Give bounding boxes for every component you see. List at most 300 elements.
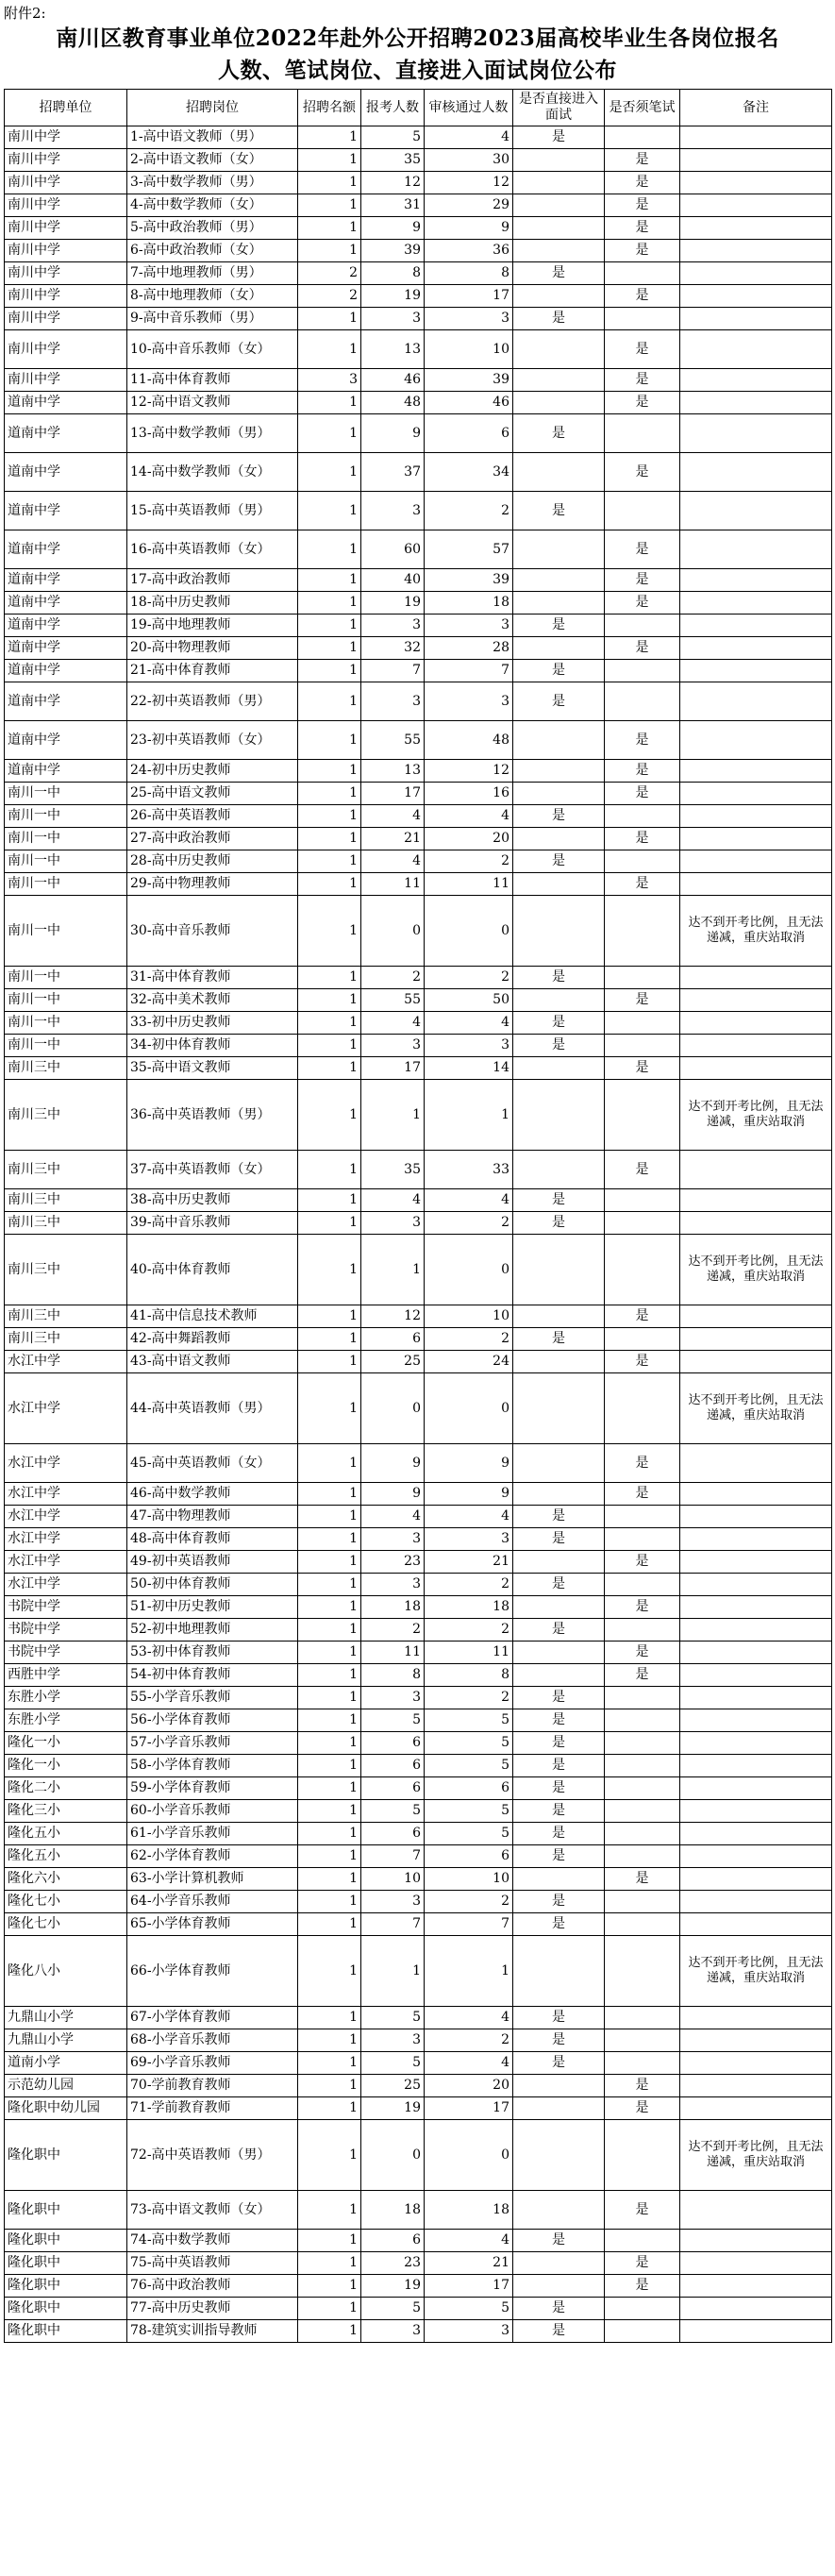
table-cell-unit: 书院中学 (5, 1619, 127, 1642)
table-cell-direct-interview (513, 1080, 605, 1151)
table-cell-note (680, 2191, 832, 2230)
table-cell-quota: 1 (298, 1035, 361, 1057)
table-cell-note (680, 126, 832, 149)
table-cell-passed: 9 (425, 1483, 513, 1506)
table-cell-passed: 48 (425, 721, 513, 760)
table-cell-applicants: 37 (361, 453, 425, 492)
table-cell-direct-interview: 是 (513, 850, 605, 873)
table-row (5, 1777, 832, 1800)
table-row (5, 1151, 832, 1189)
table-cell-note (680, 149, 832, 172)
table-cell-quota: 1 (298, 2052, 361, 2075)
table-cell-note (680, 2052, 832, 2075)
table-cell-quota: 1 (298, 682, 361, 721)
table-cell-direct-interview (513, 453, 605, 492)
table-cell-unit: 隆化五小 (5, 1823, 127, 1845)
table-cell-note (680, 850, 832, 873)
table-cell-direct-interview (513, 1936, 605, 2007)
table-cell-applicants: 6 (361, 2230, 425, 2252)
table-cell-quota: 1 (298, 217, 361, 240)
table-row (5, 262, 832, 285)
table-row (5, 569, 832, 592)
table-cell-note (680, 682, 832, 721)
table-cell-note (680, 530, 832, 569)
table-cell-written-exam (605, 1189, 680, 1212)
table-cell-applicants: 3 (361, 1528, 425, 1551)
table-row (5, 850, 832, 873)
table-cell-written-exam (605, 615, 680, 637)
table-cell-post: 68-小学音乐教师 (127, 2029, 298, 2052)
table-row (5, 2097, 832, 2120)
table-cell-applicants: 4 (361, 1012, 425, 1035)
table-cell-post: 45-高中英语教师（女） (127, 1444, 298, 1483)
table-cell-passed: 18 (425, 592, 513, 615)
table-cell-direct-interview (513, 149, 605, 172)
table-cell-direct-interview: 是 (513, 2320, 605, 2343)
table-cell-post: 11-高中体育教师 (127, 369, 298, 392)
table-cell-quota: 1 (298, 1151, 361, 1189)
table-cell-quota: 2 (298, 285, 361, 308)
table-row (5, 2230, 832, 2252)
table-cell-written-exam: 是 (605, 1664, 680, 1687)
table-cell-post: 22-初中英语教师（男） (127, 682, 298, 721)
table-row (5, 967, 832, 989)
table-cell-post: 43-高中语文教师 (127, 1351, 298, 1373)
table-cell-passed: 8 (425, 262, 513, 285)
table-body (5, 126, 832, 2343)
table-cell-direct-interview: 是 (513, 1035, 605, 1057)
table-cell-direct-interview: 是 (513, 414, 605, 453)
table-cell-applicants: 1 (361, 1936, 425, 2007)
table-cell-direct-interview (513, 194, 605, 217)
table-cell-passed: 3 (425, 1528, 513, 1551)
table-cell-note (680, 2075, 832, 2097)
table-cell-written-exam (605, 1080, 680, 1151)
table-cell-quota: 1 (298, 240, 361, 262)
table-cell-unit: 南川一中 (5, 873, 127, 896)
table-cell-unit: 道南中学 (5, 453, 127, 492)
table-cell-quota: 1 (298, 1777, 361, 1800)
table-cell-unit: 隆化职中 (5, 2191, 127, 2230)
table-cell-note (680, 721, 832, 760)
table-cell-quota: 1 (298, 1868, 361, 1891)
table-cell-passed: 0 (425, 1235, 513, 1305)
table-cell-note (680, 1777, 832, 1800)
table-cell-written-exam: 是 (605, 149, 680, 172)
table-cell-quota: 1 (298, 1732, 361, 1755)
table-cell-unit: 道南中学 (5, 615, 127, 637)
table-cell-unit: 隆化八小 (5, 1936, 127, 2007)
table-cell-note (680, 615, 832, 637)
table-cell-passed: 5 (425, 2298, 513, 2320)
table-cell-direct-interview (513, 1596, 605, 1619)
table-cell-applicants: 7 (361, 660, 425, 682)
table-cell-unit: 道南中学 (5, 492, 127, 530)
table-row (5, 414, 832, 453)
table-cell-quota: 1 (298, 1080, 361, 1151)
table-cell-unit: 南川三中 (5, 1151, 127, 1189)
table-cell-applicants: 9 (361, 217, 425, 240)
table-cell-note (680, 2097, 832, 2120)
header-unit: 招聘单位 (5, 90, 127, 126)
table-cell-applicants: 3 (361, 1212, 425, 1235)
table-cell-direct-interview (513, 285, 605, 308)
table-cell-post: 6-高中政治教师（女） (127, 240, 298, 262)
table-cell-quota: 1 (298, 1373, 361, 1444)
table-cell-passed: 3 (425, 1035, 513, 1057)
table-cell-unit: 东胜小学 (5, 1709, 127, 1732)
table-cell-quota: 1 (298, 1913, 361, 1936)
table-cell-unit: 隆化七小 (5, 1891, 127, 1913)
table-cell-written-exam: 是 (605, 1551, 680, 1574)
table-cell-written-exam (605, 1709, 680, 1732)
table-cell-direct-interview: 是 (513, 1891, 605, 1913)
table-cell-unit: 九鼎山小学 (5, 2029, 127, 2052)
table-cell-written-exam: 是 (605, 172, 680, 194)
table-cell-note (680, 2275, 832, 2298)
table-cell-applicants: 7 (361, 1845, 425, 1868)
table-cell-quota: 1 (298, 492, 361, 530)
table-cell-passed: 36 (425, 240, 513, 262)
table-cell-direct-interview: 是 (513, 1328, 605, 1351)
table-cell-unit: 隆化职中 (5, 2298, 127, 2320)
table-cell-direct-interview (513, 1551, 605, 1574)
table-cell-note (680, 392, 832, 414)
table-cell-passed: 1 (425, 1936, 513, 2007)
table-cell-post: 31-高中体育教师 (127, 967, 298, 989)
table-cell-applicants: 11 (361, 873, 425, 896)
table-cell-passed: 2 (425, 1328, 513, 1351)
table-cell-unit: 隆化三小 (5, 1800, 127, 1823)
table-cell-written-exam (605, 1235, 680, 1305)
table-cell-quota: 1 (298, 721, 361, 760)
table-cell-post: 34-初中体育教师 (127, 1035, 298, 1057)
table-cell-note (680, 2230, 832, 2252)
table-cell-applicants: 5 (361, 2298, 425, 2320)
table-cell-quota: 1 (298, 453, 361, 492)
table-cell-post: 17-高中政治教师 (127, 569, 298, 592)
table-cell-direct-interview (513, 592, 605, 615)
table-cell-quota: 1 (298, 1012, 361, 1035)
table-row (5, 2298, 832, 2320)
table-cell-unit: 南川中学 (5, 262, 127, 285)
table-cell-direct-interview (513, 989, 605, 1012)
table-cell-note (680, 308, 832, 330)
table-cell-direct-interview: 是 (513, 2007, 605, 2029)
table-cell-applicants: 18 (361, 1596, 425, 1619)
table-cell-post: 33-初中历史教师 (127, 1012, 298, 1035)
table-cell-direct-interview: 是 (513, 1913, 605, 1936)
table-cell-written-exam (605, 1012, 680, 1035)
table-cell-post: 12-高中语文教师 (127, 392, 298, 414)
table-cell-applicants: 3 (361, 2320, 425, 2343)
table-cell-direct-interview (513, 783, 605, 805)
table-cell-post: 19-高中地理教师 (127, 615, 298, 637)
table-cell-post: 65-小学体育教师 (127, 1913, 298, 1936)
table-row (5, 1212, 832, 1235)
table-cell-note (680, 989, 832, 1012)
table-cell-post: 30-高中音乐教师 (127, 896, 298, 967)
table-cell-unit: 道南中学 (5, 637, 127, 660)
table-cell-quota: 1 (298, 2230, 361, 2252)
table-row (5, 682, 832, 721)
table-cell-quota: 3 (298, 369, 361, 392)
table-cell-written-exam: 是 (605, 530, 680, 569)
table-cell-unit: 隆化职中 (5, 2120, 127, 2191)
table-cell-direct-interview: 是 (513, 1574, 605, 1596)
table-cell-note (680, 1755, 832, 1777)
table-cell-passed: 5 (425, 1732, 513, 1755)
table-cell-note (680, 637, 832, 660)
table-cell-note (680, 414, 832, 453)
table-cell-passed: 2 (425, 492, 513, 530)
table-cell-quota: 1 (298, 149, 361, 172)
table-cell-post: 70-学前教育教师 (127, 2075, 298, 2097)
table-row (5, 1235, 832, 1305)
table-cell-post: 63-小学计算机教师 (127, 1868, 298, 1891)
table-cell-unit: 南川三中 (5, 1057, 127, 1080)
annex-label: 附件2: (4, 5, 46, 22)
table-cell-passed: 14 (425, 1057, 513, 1080)
table-row (5, 369, 832, 392)
table-cell-applicants: 3 (361, 2029, 425, 2052)
table-cell-applicants: 8 (361, 262, 425, 285)
table-cell-written-exam (605, 2052, 680, 2075)
table-cell-post: 73-高中语文教师（女） (127, 2191, 298, 2230)
table-row (5, 1619, 832, 1642)
table-cell-direct-interview: 是 (513, 805, 605, 828)
table-cell-note (680, 828, 832, 850)
table-cell-post: 23-初中英语教师（女） (127, 721, 298, 760)
table-cell-written-exam: 是 (605, 369, 680, 392)
table-cell-applicants: 18 (361, 2191, 425, 2230)
table-cell-note: 达不到开考比例，且无法递减，重庆站取消 (680, 2120, 832, 2191)
table-cell-passed: 18 (425, 1596, 513, 1619)
table-cell-written-exam (605, 2007, 680, 2029)
table-cell-written-exam (605, 2320, 680, 2343)
table-cell-unit: 南川一中 (5, 850, 127, 873)
table-cell-post: 20-高中物理教师 (127, 637, 298, 660)
table-cell-post: 13-高中数学教师（男） (127, 414, 298, 453)
table-cell-passed: 4 (425, 1506, 513, 1528)
table-row (5, 392, 832, 414)
table-row (5, 1444, 832, 1483)
table-cell-quota: 1 (298, 989, 361, 1012)
table-cell-note (680, 2298, 832, 2320)
table-cell-applicants: 17 (361, 783, 425, 805)
table-cell-written-exam: 是 (605, 2275, 680, 2298)
table-cell-applicants: 48 (361, 392, 425, 414)
table-cell-written-exam: 是 (605, 1351, 680, 1373)
table-cell-quota: 1 (298, 615, 361, 637)
table-cell-written-exam (605, 660, 680, 682)
table-row (5, 1664, 832, 1687)
table-cell-applicants: 39 (361, 240, 425, 262)
table-cell-post: 29-高中物理教师 (127, 873, 298, 896)
table-row (5, 149, 832, 172)
table-cell-written-exam (605, 414, 680, 453)
table-cell-note (680, 1551, 832, 1574)
table-cell-passed: 0 (425, 1373, 513, 1444)
table-row (5, 2252, 832, 2275)
table-cell-unit: 隆化职中幼儿园 (5, 2097, 127, 2120)
table-cell-unit: 道南中学 (5, 660, 127, 682)
table-cell-direct-interview: 是 (513, 1709, 605, 1732)
table-cell-passed: 0 (425, 2120, 513, 2191)
table-cell-applicants: 1 (361, 1080, 425, 1151)
table-cell-written-exam (605, 1574, 680, 1596)
table-cell-direct-interview: 是 (513, 1755, 605, 1777)
table-cell-post: 47-高中物理教师 (127, 1506, 298, 1528)
table-row (5, 1755, 832, 1777)
table-row (5, 1012, 832, 1035)
table-cell-unit: 道南中学 (5, 414, 127, 453)
table-cell-direct-interview: 是 (513, 682, 605, 721)
table-cell-passed: 21 (425, 1551, 513, 1574)
table-cell-post: 37-高中英语教师（女） (127, 1151, 298, 1189)
table-cell-passed: 0 (425, 896, 513, 967)
table-cell-passed: 3 (425, 308, 513, 330)
table-cell-quota: 1 (298, 2298, 361, 2320)
table-cell-note (680, 2320, 832, 2343)
table-row (5, 1506, 832, 1528)
table-cell-note (680, 1351, 832, 1373)
table-cell-written-exam (605, 308, 680, 330)
table-cell-unit: 道南中学 (5, 760, 127, 783)
table-cell-written-exam: 是 (605, 760, 680, 783)
header-note: 备注 (680, 90, 832, 126)
table-cell-applicants: 9 (361, 1483, 425, 1506)
table-cell-passed: 5 (425, 1800, 513, 1823)
table-cell-post: 72-高中英语教师（男） (127, 2120, 298, 2191)
table-cell-applicants: 3 (361, 682, 425, 721)
table-cell-unit: 南川中学 (5, 369, 127, 392)
table-cell-passed: 4 (425, 805, 513, 828)
table-cell-applicants: 4 (361, 805, 425, 828)
table-cell-note (680, 1845, 832, 1868)
table-cell-applicants: 5 (361, 126, 425, 149)
table-cell-unit: 南川一中 (5, 896, 127, 967)
table-cell-post: 40-高中体育教师 (127, 1235, 298, 1305)
table-cell-quota: 1 (298, 392, 361, 414)
table-cell-written-exam (605, 1732, 680, 1755)
table-row (5, 896, 832, 967)
table-cell-quota: 1 (298, 660, 361, 682)
table-cell-quota: 1 (298, 637, 361, 660)
table-cell-written-exam (605, 1755, 680, 1777)
table-cell-unit: 书院中学 (5, 1596, 127, 1619)
table-cell-written-exam: 是 (605, 989, 680, 1012)
table-cell-applicants: 31 (361, 194, 425, 217)
table-cell-unit: 南川三中 (5, 1328, 127, 1351)
table-cell-direct-interview: 是 (513, 262, 605, 285)
table-cell-note: 达不到开考比例，且无法递减，重庆站取消 (680, 1373, 832, 1444)
table-cell-unit: 南川一中 (5, 967, 127, 989)
table-cell-written-exam (605, 492, 680, 530)
table-cell-passed: 29 (425, 194, 513, 217)
table-cell-post: 16-高中英语教师（女） (127, 530, 298, 569)
table-cell-post: 59-小学体育教师 (127, 1777, 298, 1800)
table-cell-post: 15-高中英语教师（男） (127, 492, 298, 530)
table-cell-post: 4-高中数学教师（女） (127, 194, 298, 217)
table-cell-passed: 12 (425, 172, 513, 194)
table-cell-quota: 1 (298, 1212, 361, 1235)
table-cell-direct-interview (513, 1642, 605, 1664)
table-cell-post: 50-初中体育教师 (127, 1574, 298, 1596)
table-cell-applicants: 0 (361, 896, 425, 967)
table-cell-applicants: 3 (361, 1574, 425, 1596)
table-cell-direct-interview (513, 530, 605, 569)
table-cell-quota: 1 (298, 1528, 361, 1551)
table-cell-written-exam (605, 1823, 680, 1845)
table-cell-direct-interview (513, 1373, 605, 1444)
table-row (5, 1596, 832, 1619)
table-cell-post: 14-高中数学教师（女） (127, 453, 298, 492)
table-cell-direct-interview (513, 1868, 605, 1891)
table-cell-unit: 东胜小学 (5, 1687, 127, 1709)
table-row (5, 285, 832, 308)
table-cell-unit: 隆化六小 (5, 1868, 127, 1891)
table-row (5, 2075, 832, 2097)
table-cell-direct-interview: 是 (513, 1189, 605, 1212)
table-cell-quota: 1 (298, 1823, 361, 1845)
table-cell-note (680, 1664, 832, 1687)
table-cell-note (680, 1035, 832, 1057)
table-cell-unit: 道南小学 (5, 2052, 127, 2075)
table-cell-note (680, 1868, 832, 1891)
table-cell-applicants: 4 (361, 850, 425, 873)
table-cell-direct-interview: 是 (513, 660, 605, 682)
table-cell-written-exam: 是 (605, 453, 680, 492)
table-cell-passed: 4 (425, 2230, 513, 2252)
table-cell-written-exam (605, 1845, 680, 1868)
table-cell-direct-interview (513, 1151, 605, 1189)
table-cell-passed: 18 (425, 2191, 513, 2230)
table-cell-written-exam: 是 (605, 1151, 680, 1189)
table-row (5, 1823, 832, 1845)
table-cell-applicants: 40 (361, 569, 425, 592)
table-cell-note (680, 1709, 832, 1732)
table-cell-applicants: 3 (361, 308, 425, 330)
table-cell-quota: 1 (298, 1506, 361, 1528)
table-cell-unit: 示范幼儿园 (5, 2075, 127, 2097)
table-row (5, 453, 832, 492)
table-cell-applicants: 13 (361, 760, 425, 783)
table-cell-note (680, 1012, 832, 1035)
table-cell-quota: 1 (298, 896, 361, 967)
table-cell-quota: 1 (298, 1596, 361, 1619)
table-cell-unit: 隆化职中 (5, 2320, 127, 2343)
table-cell-post: 74-高中数学教师 (127, 2230, 298, 2252)
table-cell-written-exam: 是 (605, 1305, 680, 1328)
table-cell-direct-interview (513, 896, 605, 967)
table-cell-applicants: 35 (361, 1151, 425, 1189)
table-cell-direct-interview (513, 172, 605, 194)
table-cell-applicants: 3 (361, 1687, 425, 1709)
table-cell-quota: 1 (298, 2275, 361, 2298)
title-line-2: 人数、笔试岗位、直接进入面试岗位公布 (218, 58, 617, 83)
table-row (5, 989, 832, 1012)
table-row (5, 530, 832, 569)
table-cell-passed: 17 (425, 2275, 513, 2298)
table-cell-written-exam (605, 2230, 680, 2252)
table-cell-written-exam (605, 1800, 680, 1823)
table-cell-applicants: 9 (361, 414, 425, 453)
table-cell-note (680, 660, 832, 682)
header-quota: 招聘名额 (298, 90, 361, 126)
table-cell-passed: 4 (425, 2052, 513, 2075)
table-cell-applicants: 5 (361, 1800, 425, 1823)
